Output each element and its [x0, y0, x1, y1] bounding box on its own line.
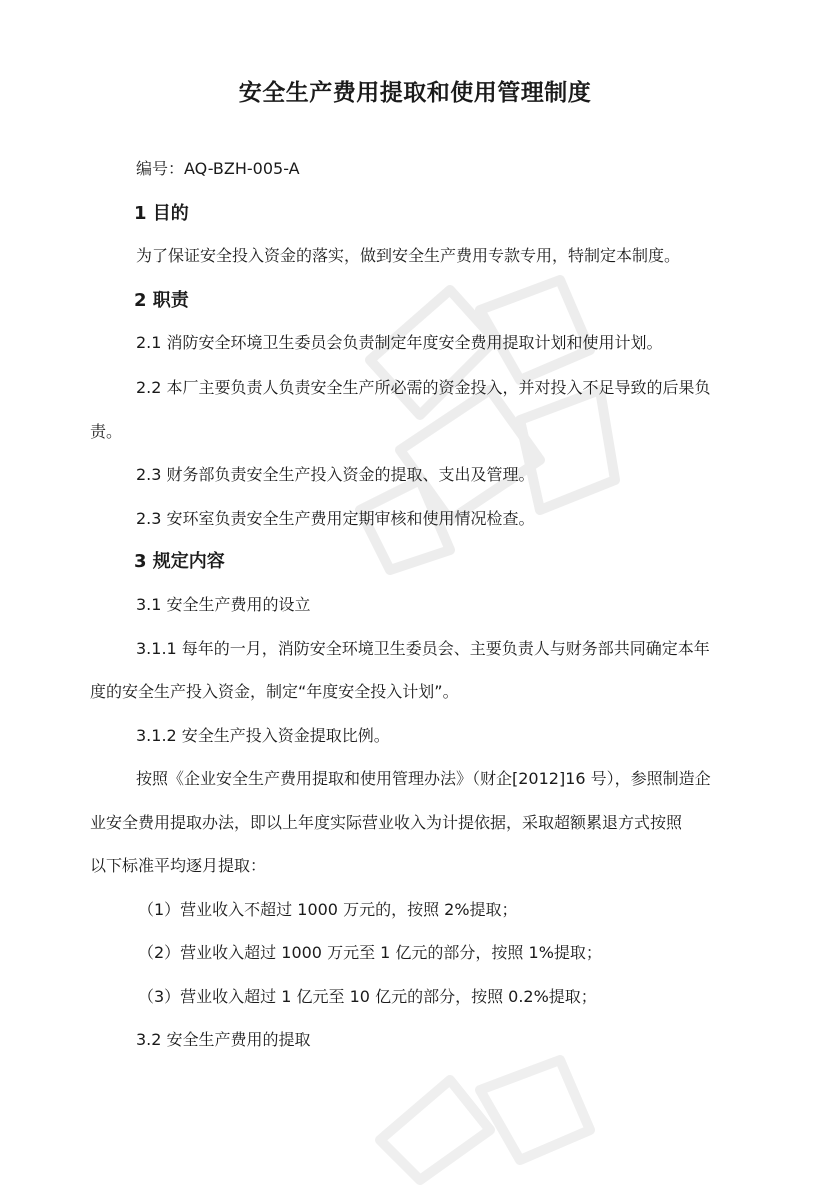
- section-3-1: 3.1 安全生产费用的设立: [136, 595, 311, 614]
- page-title: 安全生产费用提取和使用管理制度: [238, 80, 592, 106]
- list-item-3: （3）营业收入超过 1 亿元至 10 亿元的部分，按照 0.2%提取；: [138, 987, 597, 1006]
- section-1-paragraph: 为了保证安全投入资金的落实，做到安全生产费用专款专用，特制定本制度。: [136, 246, 681, 265]
- list-item-1: （1）营业收入不超过 1000 万元的，按照 2%提取；: [138, 900, 518, 919]
- list-item-2: （2）营业收入超过 1000 万元至 1 亿元的部分，按照 1%提取；: [138, 943, 602, 962]
- section-3-paragraph-line-3: 以下标准平均逐月提取：: [90, 856, 267, 875]
- section-3-2: 3.2 安全生产费用的提取: [136, 1030, 311, 1049]
- watermark-logo-bottom: [360, 1030, 620, 1190]
- section-2-heading: 2 职责: [134, 290, 189, 311]
- document-code: 编号：AQ-BZH-005-A: [136, 159, 300, 178]
- section-2-1: 2.1 消防安全环境卫生委员会负责制定年度安全费用提取计划和使用计划。: [136, 333, 663, 352]
- section-3-paragraph-line-1: 按照《企业安全生产费用提取和使用管理办法》（财企[2012]16 号），参照制造企: [136, 769, 711, 788]
- section-3-1-2: 3.1.2 安全生产投入资金提取比例。: [136, 726, 390, 745]
- section-2-4: 2.3 安环室负责安全生产费用定期审核和使用情况检查。: [136, 509, 535, 528]
- section-2-3: 2.3 财务部负责安全生产投入资金的提取、支出及管理。: [136, 465, 535, 484]
- section-2-2-line-1: 2.2 本厂主要负责人负责安全生产所必需的资金投入，并对投入不足导致的后果负: [136, 378, 711, 397]
- section-3-paragraph-line-2: 业安全费用提取办法，即以上年度实际营业收入为计提依据，采取超额累退方式按照: [90, 813, 683, 832]
- section-2-2-line-2: 责。: [90, 422, 123, 441]
- section-1-heading: 1 目的: [134, 203, 189, 224]
- section-3-heading: 3 规定内容: [134, 551, 225, 572]
- section-3-1-1-line-1: 3.1.1 每年的一月，消防安全环境卫生委员会、主要负责人与财务部共同确定本年: [136, 639, 710, 658]
- section-3-1-1-line-2: 度的安全生产投入资金，制定“年度安全投入计划”。: [90, 682, 459, 701]
